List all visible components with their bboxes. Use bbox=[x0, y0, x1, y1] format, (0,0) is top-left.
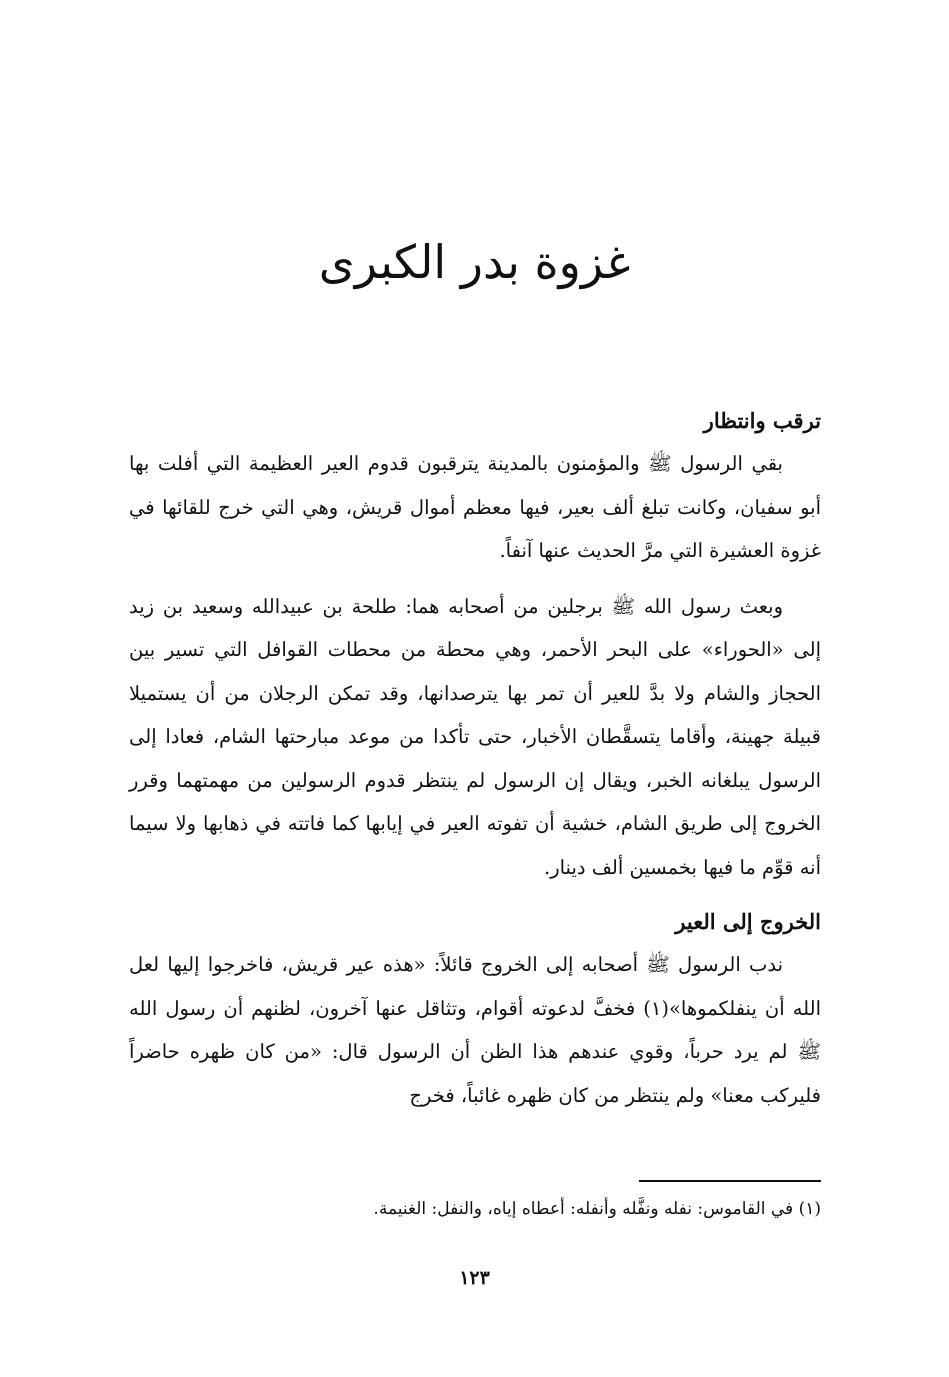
page-body bbox=[129, 400, 821, 1117]
paragraph: بقي الرسول ﷺ والمؤمنون بالمدينة يترقبون قدوم العير العظيمة التي أفلت بها أبو سفيان، وكانت تبلغ ألف بعير، فيها معظم أموال قريش، وهي التي خرج للقائها في غزوة العشيرة التي مرَّ الحديث عنها آنفاً. bbox=[129, 452, 821, 562]
page-number: ١٢٣ bbox=[459, 1267, 490, 1289]
section-heading-departure: الخروج إلى العير bbox=[675, 909, 821, 934]
footnote-divider bbox=[639, 1180, 821, 1182]
section-heading-waiting: ترقب وانتظار bbox=[703, 408, 821, 433]
chapter-title: غزوة بدر الكبرى bbox=[318, 235, 631, 289]
paragraph: وبعث رسول الله ﷺ برجلين من أصحابه هما: طلحة بن عبيدالله وسعيد بن زيد إلى «الحوراء» على البحر الأحمر، وهي محطة من محطات القوافل التي تسير بين الحجاز والشام ولا بدَّ للعير أن تمر بها يترصدانها، وقد تمكن الرجلان من أن يستميلا قبيلة جهينة، وأقاما يتسقَّطان الأخبار، حتى تأكدا من موعد مبارحتها الشام، فعادا إلى الرسول يبلغانه الخبر، ويقال إن الرسول لم ينتظر قدوم الرسولين من مهمتهما وقرر الخروج إلى طريق الشام، خشية أن تفوته العير في إيابها كما فاتته في ذهابها ولا سيما أنه قوِّم ما فيها بخمسين ألف دينار. bbox=[129, 594, 821, 879]
footnote: (١) في القاموس: نفله ونفَّله وأنفله: أعطاه إياه، والنفل: الغنيمة. bbox=[373, 1199, 821, 1219]
paragraph: ندب الرسول ﷺ أصحابه إلى الخروج قائلاً: «هذه عير قريش، فاخرجوا إليها لعل الله أن ينفلكموها»(١) فخفَّ لدعوته أقوام، وتثاقل عنها آخرون، لظنهم أن رسول الله ﷺ لم يرد حرباً، وقوي عندهم هذا الظن أن الرسول قال: «من كان ظهره حاضراً فليركب معنا» ولم ينتظر من كان ظهره غائباً، فخرج bbox=[129, 953, 821, 1107]
